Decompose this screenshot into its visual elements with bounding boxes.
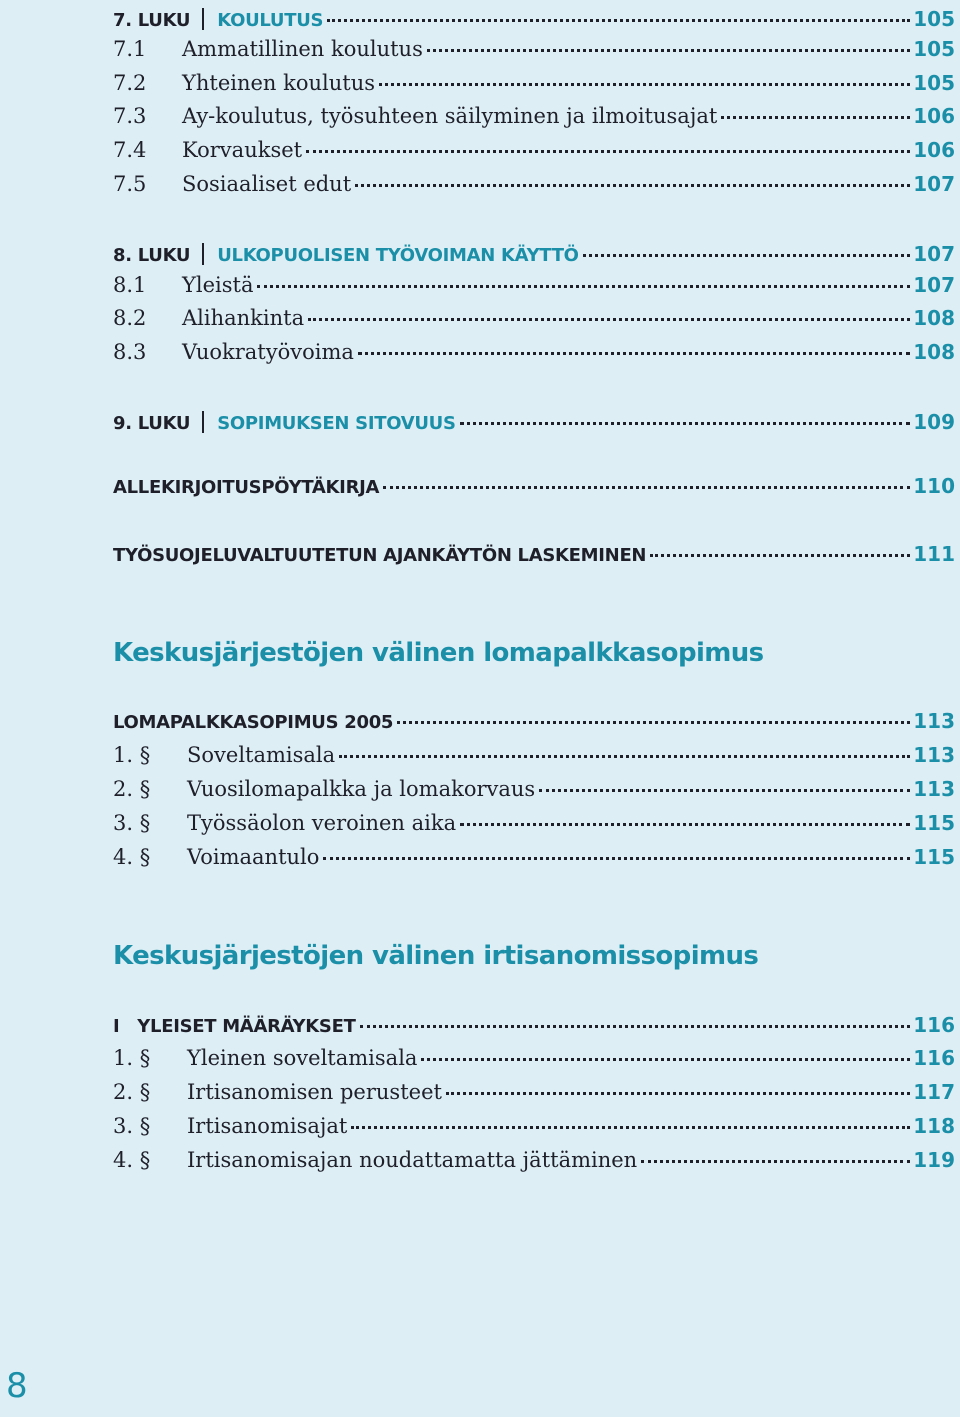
toc-item[interactable]	[113, 845, 955, 875]
page-number: 8	[6, 1366, 28, 1406]
page-ref: 113	[913, 709, 955, 733]
dot-leader	[421, 1058, 910, 1061]
item-label: Ammatillinen koulutus	[182, 37, 423, 61]
toc-item[interactable]	[113, 104, 955, 134]
item-label: Irtisanomisajat	[187, 1114, 348, 1138]
page-ref: 116	[913, 1046, 955, 1070]
item-number: 7.3	[113, 104, 147, 128]
item-label: Yleistä	[182, 273, 254, 297]
toc-item[interactable]	[113, 306, 955, 336]
page-ref: 105	[913, 37, 955, 61]
item-number: 8.1	[113, 273, 147, 297]
item-number: 4. §	[113, 845, 151, 869]
toc-item[interactable]	[113, 743, 955, 773]
toc-item[interactable]	[113, 811, 955, 841]
entry-title: TYÖSUOJELUVALTUUTETUN AJANKÄYTÖN LASKEMINEN	[113, 545, 647, 566]
toc-item[interactable]	[113, 1046, 955, 1076]
toc-item[interactable]	[113, 1114, 955, 1144]
section-title-holiday-pay: Keskusjärjestöjen välinen lomapalkkasopimus	[113, 638, 764, 668]
chapter-separator	[202, 411, 204, 433]
item-label: Yleinen soveltamisala	[187, 1046, 418, 1070]
page-ref: 105	[913, 7, 955, 31]
dot-leader	[257, 285, 910, 288]
chapter-number: 9. LUKU	[113, 413, 191, 434]
item-number: 1. §	[113, 743, 151, 767]
section-title-dismissal: Keskusjärjestöjen välinen irtisanomissopimus	[113, 941, 759, 971]
item-number: 2. §	[113, 1080, 151, 1104]
dot-leader	[323, 857, 910, 860]
page-ref: 108	[913, 306, 955, 330]
item-label: Vuosilomapalkka ja lomakorvaus	[187, 777, 536, 801]
page-ref: 113	[913, 777, 955, 801]
item-label: Voimaantulo	[187, 845, 320, 869]
item-number: 3. §	[113, 1114, 151, 1138]
page-ref: 115	[913, 811, 955, 835]
toc-item[interactable]	[113, 71, 955, 101]
dot-leader	[306, 150, 910, 153]
toc-item[interactable]	[113, 777, 955, 807]
toc-chapter-9[interactable]	[113, 407, 955, 437]
item-label: Irtisanomisajan noudattamatta jättäminen	[187, 1148, 638, 1172]
dot-leader	[360, 1025, 911, 1028]
page-ref: 107	[913, 242, 955, 266]
page-ref: 117	[913, 1080, 955, 1104]
toc-general-provisions-head[interactable]	[113, 1013, 955, 1043]
item-label: Ay-koulutus, työsuhteen säilyminen ja ilmoitusajat	[182, 104, 718, 128]
dot-leader	[460, 422, 911, 425]
dot-leader	[460, 823, 910, 826]
page-ref: 107	[913, 273, 955, 297]
dot-leader	[379, 83, 910, 86]
page-ref: 116	[913, 1013, 955, 1037]
dot-leader	[721, 116, 910, 119]
toc-item[interactable]	[113, 37, 955, 67]
item-label: Alihankinta	[182, 306, 305, 330]
dot-leader	[355, 184, 910, 187]
toc-item[interactable]	[113, 340, 955, 370]
entry-title: ALLEKIRJOITUSPÖYTÄKIRJA	[113, 477, 380, 498]
item-label: Sosiaaliset edut	[182, 172, 352, 196]
toc-signing-protocol[interactable]	[113, 474, 955, 504]
chapter-title: KOULUTUS	[217, 10, 324, 31]
dot-leader	[427, 49, 910, 52]
dot-leader	[351, 1126, 910, 1129]
dot-leader	[650, 554, 910, 557]
dot-leader	[383, 486, 910, 489]
item-number: 8.3	[113, 340, 147, 364]
chapter-title: ULKOPUOLISEN TYÖVOIMAN KÄYTTÖ	[217, 245, 579, 266]
toc-item[interactable]	[113, 1080, 955, 1110]
toc-safety-representative[interactable]	[113, 542, 955, 572]
dot-leader	[397, 721, 910, 724]
page-ref: 118	[913, 1114, 955, 1138]
page-ref: 109	[913, 410, 955, 434]
item-label: Korvaukset	[182, 138, 303, 162]
dot-leader	[539, 789, 910, 792]
toc-holiday-pay-head[interactable]	[113, 709, 955, 739]
page-ref: 107	[913, 172, 955, 196]
page-ref: 111	[913, 542, 955, 566]
toc-item[interactable]	[113, 273, 955, 303]
dot-leader	[308, 318, 910, 321]
item-number: 7.5	[113, 172, 147, 196]
item-number: 3. §	[113, 811, 151, 835]
page-ref: 105	[913, 71, 955, 95]
dot-leader	[446, 1092, 910, 1095]
item-number: 4. §	[113, 1148, 151, 1172]
entry-title: LOMAPALKKASOPIMUS 2005	[113, 712, 394, 733]
toc-item[interactable]	[113, 138, 955, 168]
dot-leader	[641, 1160, 910, 1163]
item-number: 8.2	[113, 306, 147, 330]
page-ref: 119	[913, 1148, 955, 1172]
item-label: Soveltamisala	[187, 743, 336, 767]
toc-chapter-8[interactable]	[113, 239, 955, 269]
chapter-title: SOPIMUKSEN SITOVUUS	[217, 413, 456, 434]
chapter-number: 7. LUKU	[113, 10, 191, 31]
item-number: 1. §	[113, 1046, 151, 1070]
item-number: 2. §	[113, 777, 151, 801]
item-label: Irtisanomisen perusteet	[187, 1080, 442, 1104]
chapter-separator	[202, 8, 204, 30]
dot-leader	[583, 254, 911, 257]
page-ref: 110	[913, 474, 955, 498]
item-label: Yhteinen koulutus	[182, 71, 375, 95]
chapter-number: 8. LUKU	[113, 245, 191, 266]
dot-leader	[327, 19, 910, 22]
item-label: Työssäolon veroinen aika	[187, 811, 457, 835]
page-ref: 106	[913, 138, 955, 162]
toc-item[interactable]	[113, 172, 955, 202]
page-ref: 106	[913, 104, 955, 128]
entry-title: I YLEISET MÄÄRÄYKSET	[113, 1016, 356, 1037]
dot-leader	[339, 755, 910, 758]
dot-leader	[358, 352, 910, 355]
page-ref: 115	[913, 845, 955, 869]
item-number: 7.2	[113, 71, 147, 95]
page-ref: 113	[913, 743, 955, 767]
page-ref: 108	[913, 340, 955, 364]
toc-item[interactable]	[113, 1148, 955, 1178]
chapter-separator	[202, 243, 204, 265]
item-number: 7.4	[113, 138, 147, 162]
item-label: Vuokratyövoima	[182, 340, 354, 364]
item-number: 7.1	[113, 37, 147, 61]
toc-chapter-7[interactable]	[113, 4, 955, 34]
